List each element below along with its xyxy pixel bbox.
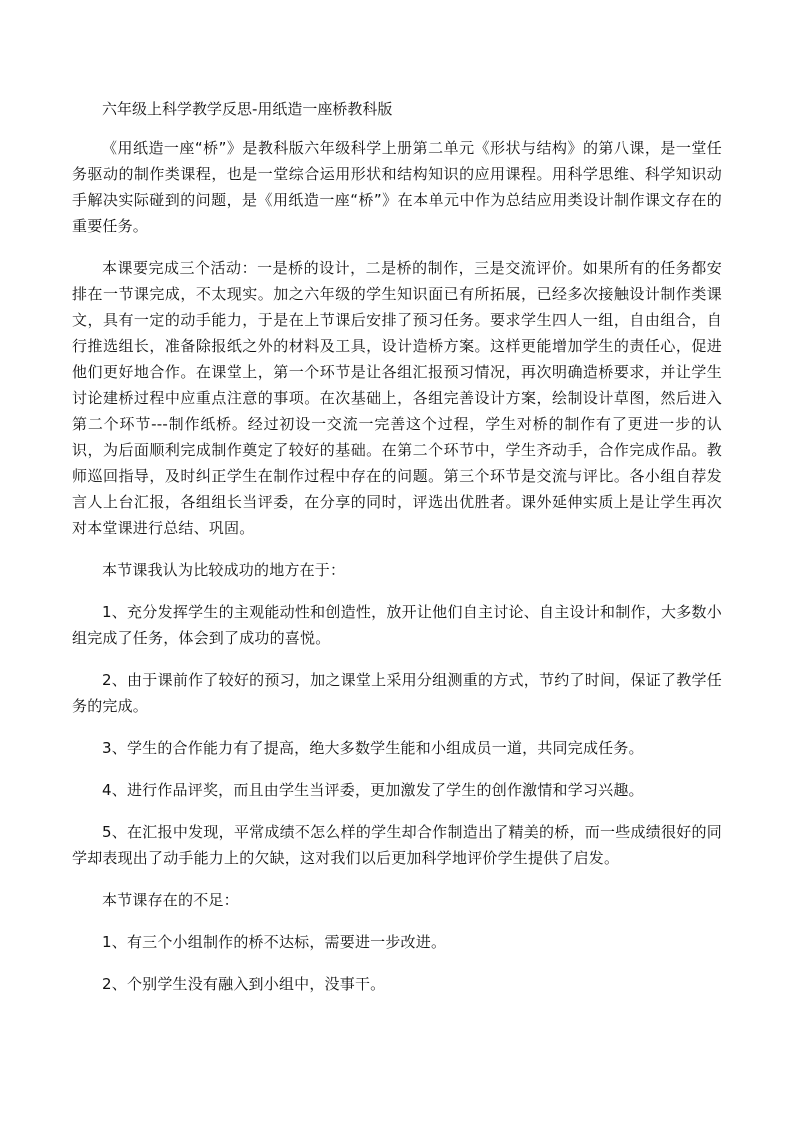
paragraph-success-3: 3、学生的合作能力有了提高，绝大多数学生能和小组成员一道，共同完成任务。 xyxy=(102,739,644,757)
document-title: 六年级上科学教学反思-用纸造一座桥教科版 xyxy=(102,100,393,118)
paragraph-success-heading: 本节课我认为比较成功的地方在于： xyxy=(102,561,346,579)
paragraph-success-4: 4、进行作品评奖，而且由学生当评委，更加激发了学生的创作激情和学习兴趣。 xyxy=(102,781,644,799)
document-page xyxy=(72,98,722,1013)
paragraph-success-2: 2、由于课前作了较好的预习，加之课堂上采用分组测重的方式，节约了时间，保证了教学任务的完成。 xyxy=(72,671,722,715)
paragraph-success-1: 1、充分发挥学生的主观能动性和创造性，放开让他们自主讨论、自主设计和制作，大多数小组完成了任务，体会到了成功的喜悦。 xyxy=(72,603,722,647)
paragraph-success-5: 5、在汇报中发现，平常成绩不怎么样的学生却合作制造出了精美的桥，而一些成绩很好的同学却表现出了动手能力上的欠缺，这对我们以后更加科学地评价学生提供了启发。 xyxy=(72,823,722,867)
paragraph-shortcoming-1: 1、有三个小组制作的桥不达标，需要进一步改进。 xyxy=(102,933,447,951)
paragraph-shortcoming-2: 2、个别学生没有融入到小组中，没事干。 xyxy=(102,975,386,993)
paragraph-shortcomings-heading: 本节课存在的不足： xyxy=(102,891,239,909)
paragraph-activities: 本课要完成三个活动：一是桥的设计，二是桥的制作，三是交流评价。如果所有的任务都安排在一节课完成，不太现实。加之六年级的学生知识面已有所拓展，已经多次接触设计制作类课文，具有一定的动手能力，于是在上节课后安排了预习任务。要求学生四人一组，自由组合，自行推选组长，准备除报纸之外的材料及工具，设计造桥方案。这样更能增加学生的责任心，促进他们更好地合作。在课堂上，第一个环节是让各组汇报预习情况，再次明确造桥要求，并让学生讨论建桥过程中应重点注意的事项。在次基础上，各组完善设计方案，绘制设计草图，然后进入第二个环节---制作纸桥。经过初设一交流一完善这个过程，学生对桥的制作有了更进一步的认识，为后面顺利完成制作奠定了较好的基础。在第二个环节中，学生齐动手，合作完成作品。教师巡回指导，及时纠正学生在制作过程中存在的问题。第三个环节是交流与评比。各小组自荐发言人上台汇报，各组组长当评委，在分享的同时，评选出优胜者。课外延伸实质上是让学生再次对本堂课进行总结、巩固。 xyxy=(72,259,722,537)
paragraph-intro: 《用纸造一座“桥”》是教科版六年级科学上册第二单元《形状与结构》的第八课，是一堂任务驱动的制作类课程，也是一堂综合运用形状和结构知识的应用课程。用科学思维、科学知识动手解决实际碰到的问题，是《用纸造一座“桥”》在本单元中作为总结应用类设计制作课文存在的重要任务。 xyxy=(72,139,722,235)
